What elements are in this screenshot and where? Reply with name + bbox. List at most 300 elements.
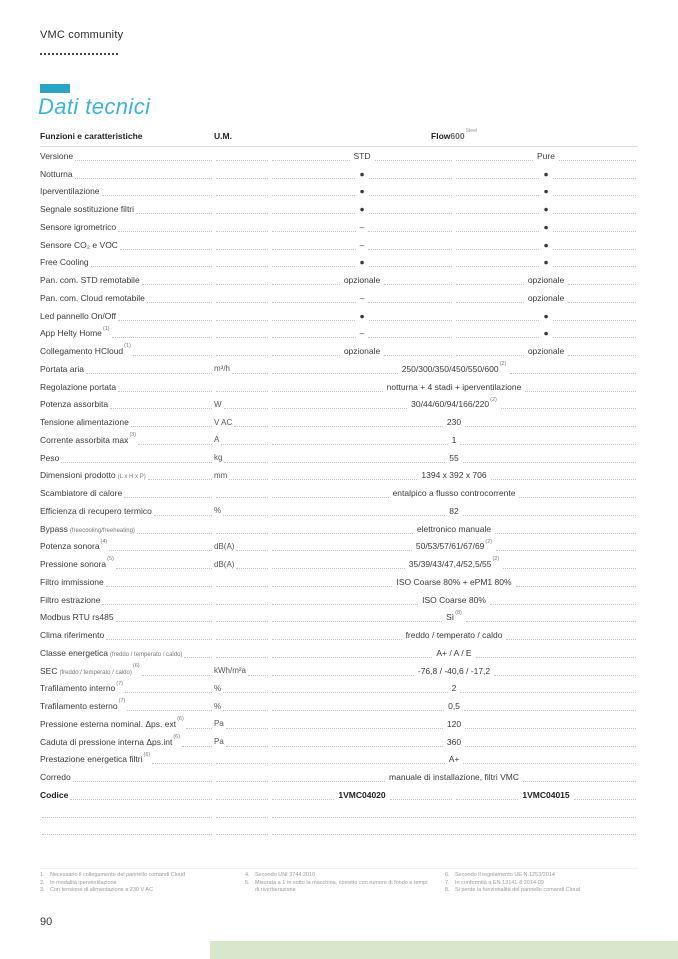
table-row — [40, 360, 638, 378]
leader-dots — [272, 691, 448, 693]
row-value: – — [359, 221, 365, 232]
leader-dots — [272, 585, 392, 587]
table-row — [40, 254, 638, 272]
table-row — [40, 573, 638, 591]
row-values — [270, 346, 638, 356]
leader-dots — [75, 177, 212, 179]
row-values — [270, 257, 638, 267]
footnote-ref: (2) — [492, 556, 500, 563]
footnote-text: In conformità a EN 13141-8:2014-09 — [455, 879, 544, 886]
leader-dots — [272, 177, 355, 179]
row-value: 35/39/43/47,4/52,5/55$^{(2)}$ — [408, 556, 500, 570]
row-um-cell — [214, 542, 270, 551]
row-label-cell — [40, 751, 214, 765]
product-name-bold: Flow — [431, 131, 451, 141]
page-title: Dati tecnici — [38, 94, 151, 119]
row-label-cell — [40, 364, 214, 374]
row-um-cell — [214, 297, 270, 299]
leader-dots — [61, 461, 212, 463]
leader-dots — [456, 265, 539, 267]
row-label-cell — [40, 595, 214, 605]
row-um-cell — [214, 418, 270, 427]
row-values — [270, 506, 638, 516]
row-label: Filtro immissione — [40, 576, 104, 587]
leader-dots — [369, 177, 452, 179]
leader-dots — [184, 656, 212, 658]
leader-dots — [272, 816, 636, 818]
row-label-cell — [40, 151, 214, 161]
table-row — [40, 555, 638, 573]
row-value-cell — [454, 240, 638, 250]
footnote-text: Necessario il collegamento del pannello comandi Cloud — [50, 872, 186, 878]
row-label-note: (freddo / temperato / caldo) — [110, 651, 183, 658]
leader-dots — [369, 212, 452, 214]
row-um: kWh/m²a — [214, 666, 246, 676]
table-row — [40, 733, 638, 751]
leader-dots — [272, 461, 445, 463]
table-row — [40, 502, 638, 520]
leader-dots — [490, 603, 636, 605]
row-value: ● — [543, 221, 549, 232]
table-row — [40, 715, 638, 733]
table-row — [40, 644, 638, 662]
table-row — [40, 768, 638, 786]
leader-dots — [136, 212, 212, 214]
leader-dots — [216, 194, 268, 196]
footnote-ref: (2) — [490, 396, 497, 403]
row-um-cell — [214, 652, 270, 654]
row-value: ● — [543, 328, 549, 339]
footnote-number: 5. — [245, 879, 250, 886]
table-row — [40, 804, 638, 822]
leader-dots — [368, 336, 452, 338]
row-value-cell — [270, 701, 638, 711]
leader-dots — [216, 265, 268, 267]
leader-dots — [224, 407, 268, 409]
row-label-cell — [40, 612, 214, 622]
row-values — [270, 577, 638, 587]
leader-dots — [456, 177, 539, 179]
footnote-number: 3. — [40, 887, 45, 894]
row-um-cell — [214, 634, 270, 636]
row-values — [270, 470, 638, 480]
row-value-cell — [454, 346, 638, 356]
row-um-cell — [214, 226, 270, 228]
footnote-text: Secondo UNI 3744:2010 — [255, 872, 316, 878]
leader-dots — [272, 354, 340, 356]
row-value: Pure — [537, 150, 555, 161]
leader-dots — [216, 496, 268, 498]
row-label-cell — [40, 432, 214, 445]
row-um: Pa — [214, 737, 224, 747]
leader-dots — [384, 283, 452, 285]
leader-dots — [86, 372, 212, 374]
leader-dots — [110, 407, 212, 409]
leader-dots — [525, 390, 636, 392]
table-row — [40, 662, 638, 680]
row-value-cell — [270, 648, 638, 658]
footnote-text: In modalità iperventilazione — [50, 879, 117, 886]
footnote-item — [40, 872, 231, 880]
leader-dots — [106, 638, 212, 640]
leader-dots — [456, 194, 539, 196]
row-um-cell — [214, 581, 270, 583]
row-values — [270, 812, 638, 814]
footnote-text: Con tensione di alimentazione a 230 V AC — [50, 887, 154, 894]
leader-dots — [553, 212, 636, 214]
leader-dots — [272, 478, 417, 480]
leader-dots — [118, 319, 212, 321]
table-row — [40, 520, 638, 538]
leader-dots — [559, 159, 636, 161]
row-label-cell — [40, 343, 214, 357]
leader-dots — [501, 407, 636, 409]
leader-dots — [216, 390, 268, 392]
footnote-item — [445, 872, 624, 880]
leader-dots — [272, 638, 402, 640]
leader-dots — [272, 762, 445, 764]
table-row — [40, 467, 638, 485]
row-um-cell — [214, 758, 270, 760]
row-um: W — [214, 399, 222, 409]
table-row — [40, 378, 638, 396]
row-label: Potenza assorbita — [40, 399, 109, 410]
row-value: 1VMC04015 — [522, 789, 570, 800]
footnote-ref: (1) — [102, 325, 110, 332]
row-value-cell — [454, 311, 638, 321]
row-label-cell — [40, 662, 214, 676]
accent-bar — [40, 84, 70, 93]
row-values — [270, 186, 638, 196]
leader-dots — [465, 745, 636, 747]
row-label: Corrente assorbita $\max^{(3)}$ — [40, 432, 137, 445]
row-values — [270, 293, 638, 303]
row-label: Pressione esterna nominal. Δps. ext$^{(6)}$ — [40, 716, 184, 729]
row-um-cell — [214, 332, 270, 334]
row-um-cell — [214, 492, 270, 494]
leader-dots — [460, 443, 636, 445]
row-um-cell — [214, 435, 270, 444]
leader-dots — [106, 585, 212, 587]
footnote-ref: (7) — [118, 698, 126, 705]
row-value: 0,5 — [448, 701, 460, 712]
row-label-cell — [40, 716, 214, 729]
leader-dots — [516, 585, 636, 587]
row-um-cell — [214, 155, 270, 157]
leader-dots — [519, 496, 636, 498]
row-values — [270, 737, 638, 747]
row-values — [270, 311, 638, 321]
leader-dots — [272, 567, 405, 569]
leader-dots — [216, 798, 268, 800]
row-value: ● — [543, 168, 549, 179]
row-label: Iperventilazione — [40, 186, 100, 197]
table-row — [40, 200, 638, 218]
row-value-cell — [270, 453, 638, 463]
footnote-ref: (3) — [129, 432, 137, 439]
row-value-cell — [270, 346, 454, 356]
leader-dots — [118, 390, 212, 392]
table-row — [40, 289, 638, 307]
row-value: ● — [359, 310, 365, 321]
leader-dots — [272, 443, 448, 445]
row-um-cell — [214, 616, 270, 618]
leader-dots — [272, 301, 356, 303]
row-value-cell — [270, 240, 454, 250]
leader-dots — [109, 549, 212, 551]
row-label-cell — [40, 311, 214, 321]
row-um-cell — [214, 190, 270, 192]
leader-dots — [568, 354, 636, 356]
row-value-cell — [270, 328, 454, 338]
leader-dots — [272, 283, 340, 285]
row-um: V AC — [214, 417, 233, 427]
row-label: Efficienza di recupero termico — [40, 505, 152, 516]
leader-dots — [272, 159, 350, 161]
leader-dots — [272, 709, 444, 711]
row-value: STD — [353, 150, 371, 161]
row-value: ● — [359, 204, 365, 215]
leader-dots — [272, 194, 355, 196]
row-value: 1VMC04020 — [338, 789, 386, 800]
leader-dots — [232, 372, 268, 374]
leader-dots — [216, 620, 268, 622]
footnote-ref: (6) — [143, 751, 151, 758]
row-um-cell — [214, 794, 270, 796]
row-value-cell — [270, 169, 454, 179]
row-values — [270, 488, 638, 498]
row-label: Filtro estrazione — [40, 594, 101, 605]
row-value: manuale di installazione, filtri VMC — [389, 772, 519, 783]
leader-dots — [465, 727, 636, 729]
footnotes-column — [445, 872, 638, 895]
row-um: m³/h — [214, 364, 230, 374]
row-label-cell — [40, 204, 214, 214]
row-value: 1 — [451, 434, 457, 445]
leader-dots — [224, 461, 268, 463]
row-um: dB(A) — [214, 541, 235, 551]
row-label: Codice — [40, 789, 69, 800]
row-value-cell — [454, 275, 638, 285]
leader-dots — [272, 674, 414, 676]
footnote-ref: (6) — [173, 733, 181, 740]
row-label: Scambiatore di calore — [40, 488, 123, 499]
row-label: Peso — [40, 452, 60, 463]
row-label-cell — [40, 240, 214, 250]
leader-dots — [226, 727, 268, 729]
table-row — [40, 413, 638, 431]
footnote-number: 4. — [245, 872, 250, 878]
row-label: Regolazione portata — [40, 381, 117, 392]
row-um: % — [214, 701, 222, 711]
row-label-cell — [40, 790, 214, 800]
row-label-cell — [40, 772, 214, 782]
row-value: opzionale — [343, 346, 381, 357]
row-um-cell — [214, 386, 270, 388]
row-value-cell — [454, 293, 638, 303]
row-value-cell — [454, 186, 638, 196]
row-label: Classe energetica (freddo / temperato / caldo) — [40, 647, 183, 658]
brand-dotted-rule — [40, 53, 118, 55]
row-value-cell — [270, 790, 454, 800]
leader-dots — [495, 532, 636, 534]
row-value: 82 — [449, 505, 459, 516]
row-values — [270, 719, 638, 729]
leader-dots — [223, 691, 268, 693]
row-um-cell — [214, 315, 270, 317]
row-values — [270, 790, 638, 800]
leader-dots — [510, 372, 636, 374]
leader-dots — [476, 656, 636, 658]
row-label: Versione — [40, 150, 74, 161]
leader-dots — [384, 354, 452, 356]
leader-dots — [463, 762, 636, 764]
row-label-cell — [40, 186, 214, 196]
footnote-item — [40, 880, 231, 888]
row-label-cell — [40, 577, 214, 587]
row-um-cell — [214, 776, 270, 778]
table-row — [40, 236, 638, 254]
leader-dots — [553, 248, 636, 250]
leader-dots — [553, 177, 636, 179]
leader-dots — [102, 603, 212, 605]
row-value-cell — [270, 719, 638, 729]
table-row — [40, 591, 638, 609]
leader-dots — [216, 780, 268, 782]
page-number: 90 — [40, 916, 53, 928]
row-value: opzionale — [527, 292, 565, 303]
leader-dots — [368, 248, 452, 250]
row-value: -76,8 / -40,6 / -17,2 — [417, 665, 491, 676]
footnote-number: 2. — [40, 879, 45, 886]
row-label: Modbus RTU rs485 — [40, 612, 114, 623]
leader-dots — [133, 354, 212, 356]
row-value-cell — [270, 204, 454, 214]
row-label: App Helty Home$^{(1)}$ — [40, 325, 110, 339]
row-um-cell — [214, 471, 270, 480]
leader-dots — [216, 301, 268, 303]
row-um: % — [214, 506, 222, 516]
leader-dots — [272, 230, 356, 232]
leader-dots — [42, 833, 212, 835]
row-label-cell — [40, 680, 214, 694]
leader-dots — [216, 638, 268, 640]
leader-dots — [272, 212, 355, 214]
footnote-number: 1. — [40, 872, 45, 878]
row-label-cell — [40, 293, 214, 303]
row-um-cell — [214, 719, 270, 728]
row-value: freddo / temperato / caldo — [405, 630, 503, 641]
leader-dots — [116, 567, 212, 569]
row-value: notturna + 4 stadi + iperventilazione — [386, 381, 522, 392]
leader-dots — [216, 833, 268, 835]
table-row — [40, 680, 638, 698]
row-values — [270, 204, 638, 214]
leader-dots — [456, 283, 524, 285]
leader-dots — [186, 727, 212, 729]
row-um-cell — [214, 560, 270, 569]
footnote-text: Misurata a 1 m sotto la macchina, corretto con rumore di fondo e tempi di riverberazione — [255, 879, 428, 894]
row-um: kg — [214, 453, 223, 463]
leader-dots — [272, 780, 385, 782]
row-values — [270, 754, 638, 764]
row-value: ● — [543, 310, 549, 321]
leader-dots — [456, 212, 539, 214]
row-label-cell — [40, 538, 214, 552]
row-values — [270, 328, 638, 338]
row-um-cell — [214, 599, 270, 601]
footnotes — [40, 868, 638, 895]
row-values — [270, 453, 638, 463]
row-value-cell — [270, 772, 638, 782]
footnote-ref: (6) — [177, 716, 184, 723]
leader-dots — [465, 425, 636, 427]
leader-dots — [142, 283, 212, 285]
leader-dots — [456, 336, 539, 338]
row-um: Pa — [214, 719, 224, 729]
leader-dots — [272, 603, 418, 605]
row-label: Tensione alimentazione — [40, 417, 129, 428]
footnote-text: Secondo il regolamento UE N.1253/2014 — [455, 872, 555, 878]
row-value: entalpico a flusso controcorrente — [392, 488, 516, 499]
row-value-cell — [270, 396, 638, 410]
row-label: Trafilamento esterno$^{(7)}$ — [40, 698, 126, 712]
leader-dots — [272, 372, 398, 374]
row-label-cell — [40, 453, 214, 463]
table-row — [40, 183, 638, 201]
row-value: 1394 x 392 x 706 — [421, 470, 487, 481]
row-um-cell — [214, 702, 270, 711]
leader-dots — [456, 230, 539, 232]
leader-dots — [234, 425, 268, 427]
row-label: Potenza sonora$^{(4)}$ — [40, 538, 108, 552]
row-label: Led pannello On/Off — [40, 310, 116, 321]
leader-dots — [368, 301, 452, 303]
leader-dots — [216, 816, 268, 818]
row-values — [270, 524, 638, 534]
leader-dots — [216, 585, 268, 587]
leader-dots — [272, 727, 443, 729]
row-label-cell — [40, 829, 214, 831]
row-label-cell — [40, 169, 214, 179]
row-values — [270, 701, 638, 711]
row-label: Bypass (freecooling/freeheating) — [40, 523, 135, 534]
row-um: % — [214, 683, 222, 693]
row-value-cell — [270, 151, 454, 161]
row-values — [270, 169, 638, 179]
row-value: ● — [543, 204, 549, 215]
row-value-cell — [270, 186, 454, 196]
table-row — [40, 538, 638, 556]
row-um: A — [214, 435, 220, 445]
row-value-cell — [454, 328, 638, 338]
leader-dots — [216, 283, 268, 285]
row-value: 230 — [446, 417, 462, 428]
row-value: – — [359, 239, 365, 250]
leader-dots — [216, 177, 268, 179]
leader-dots — [75, 159, 212, 161]
row-values — [270, 666, 638, 676]
row-um-cell — [214, 279, 270, 281]
row-value-cell — [454, 204, 638, 214]
leader-dots — [216, 336, 268, 338]
row-um-cell — [214, 812, 270, 814]
footnote-item — [445, 887, 624, 895]
row-value: 55 — [449, 452, 459, 463]
footnote-ref: (2) — [485, 538, 493, 545]
row-value-cell — [270, 630, 638, 640]
row-label: Caduta di pressione interna Δps.int$^{(6)}$ — [40, 733, 181, 747]
